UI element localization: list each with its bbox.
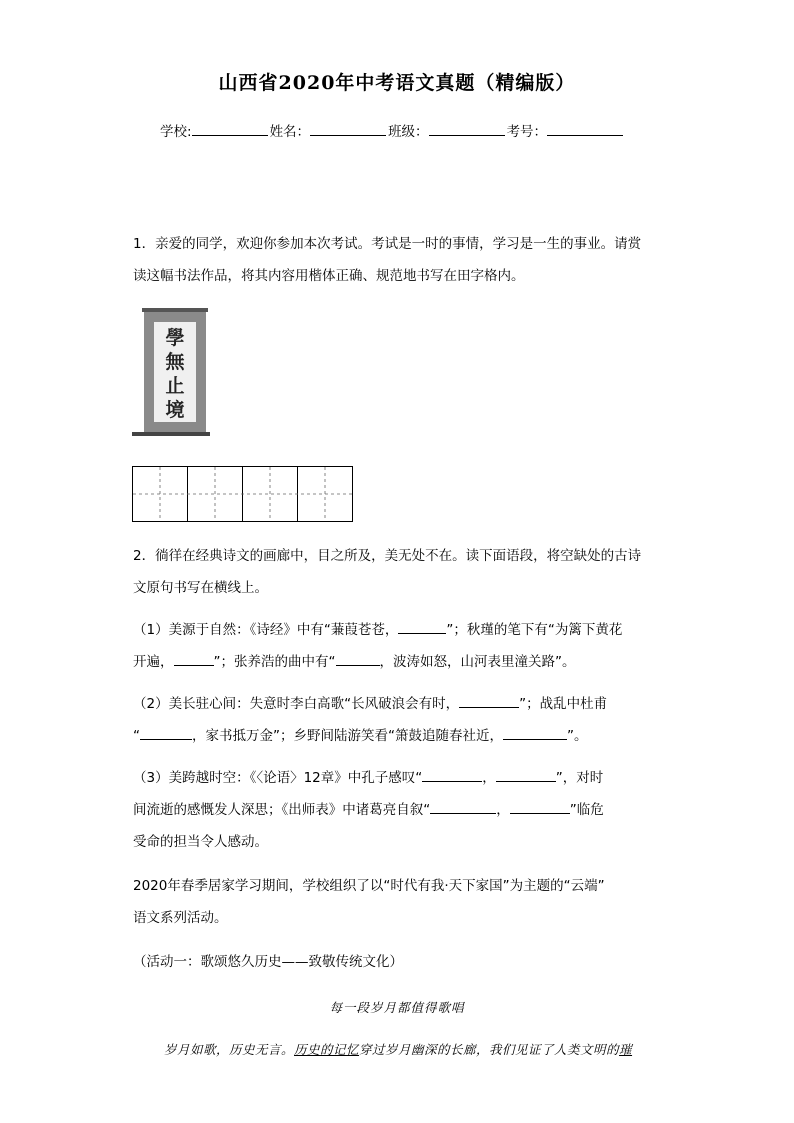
answer-blank[interactable] (430, 801, 496, 814)
intro-line-1: 2020年春季居家学习期间，学校组织了以“时代有我·天下家国”为主题的“云端” (133, 878, 605, 894)
answer-blank[interactable] (398, 621, 446, 634)
class-label: 班级： (388, 124, 429, 140)
answer-blank[interactable] (422, 769, 482, 782)
school-blank (192, 121, 268, 136)
number-blank (547, 121, 623, 136)
question-2-line-1: 2．徜徉在经典诗文的画廊中，目之所及，美无处不在。读下面语段，将空缺处的古诗 (133, 548, 642, 564)
passage-title: 每一段岁月都值得歌唱 (329, 1000, 465, 1015)
answer-blank[interactable] (510, 801, 570, 814)
intro-line-2: 语文系列活动。 (133, 910, 228, 926)
calligraphy-char-3: 止 (165, 375, 185, 397)
tianzige-writing-grid[interactable] (132, 466, 354, 522)
underlined-char: 璀 (619, 1042, 633, 1057)
answer-blank[interactable] (503, 727, 567, 740)
question-2 (133, 540, 673, 604)
question-2-line-2: 文原句书写在横线上。 (133, 580, 268, 596)
answer-blank[interactable] (496, 769, 556, 782)
calligraphy-char-4: 境 (165, 399, 185, 421)
answer-blank[interactable] (140, 727, 192, 740)
name-blank (310, 121, 386, 136)
class-blank (429, 121, 505, 136)
number-label: 考号： (506, 124, 548, 140)
activity-intro (133, 870, 673, 934)
student-info-line (160, 120, 625, 140)
question-2-part-2: （2）美长驻心间：失意时李白高歌“长风破浪会有时， ”；战乱中杜甫 “ ，家书抵万金”；乡野间陆游笑看“箫鼓追随春社近， ”。 (133, 696, 608, 744)
question-2-part-3: （3）美跨越时空：《〈论语〉12章》中孔子感叹“ ， ”，对时 间流逝的感慨发人深思；《出师表》中诸葛亮自叙“ ， ”临危 受命的担当令人感动。 (133, 770, 604, 850)
activity-one-heading: （活动一：歌颂悠久历史——致敬传统文化） (133, 954, 403, 970)
question-1 (133, 228, 673, 292)
question-2-part-1: （1）美源于自然：《诗经》中有“蒹葭苍苍， ”；秋瑾的笔下有“为篱下黄花 开遍， ”；张养浩的曲中有“ ，波涛如怒，山河表里潼关路”。 (133, 622, 623, 670)
calligraphy-char-1: 學 (165, 327, 185, 349)
name-label: 姓名： (269, 124, 311, 140)
question-1-line-1: 1．亲爱的同学，欢迎你参加本次考试。考试是一时的事情，学习是一生的事业。请赏 (133, 236, 642, 252)
passage-first-line: 岁月如歌，历史无言。历史的记忆穿过岁月幽深的长廊，我们见证了人类文明的璀 (164, 1042, 633, 1057)
answer-blank[interactable] (459, 695, 519, 708)
page-title: 山西省2020年中考语文真题（精编版） (218, 72, 576, 94)
answer-blank[interactable] (174, 653, 214, 666)
question-1-line-2: 读这幅书法作品，将其内容用楷体正确、规范地书写在田字格内。 (133, 268, 525, 284)
answer-blank[interactable] (336, 653, 380, 666)
underlined-phrase: 历史的记忆 (294, 1042, 360, 1057)
calligraphy-scroll-image (130, 306, 212, 442)
calligraphy-char-2: 無 (165, 351, 185, 373)
school-label: 学校: (160, 124, 192, 140)
